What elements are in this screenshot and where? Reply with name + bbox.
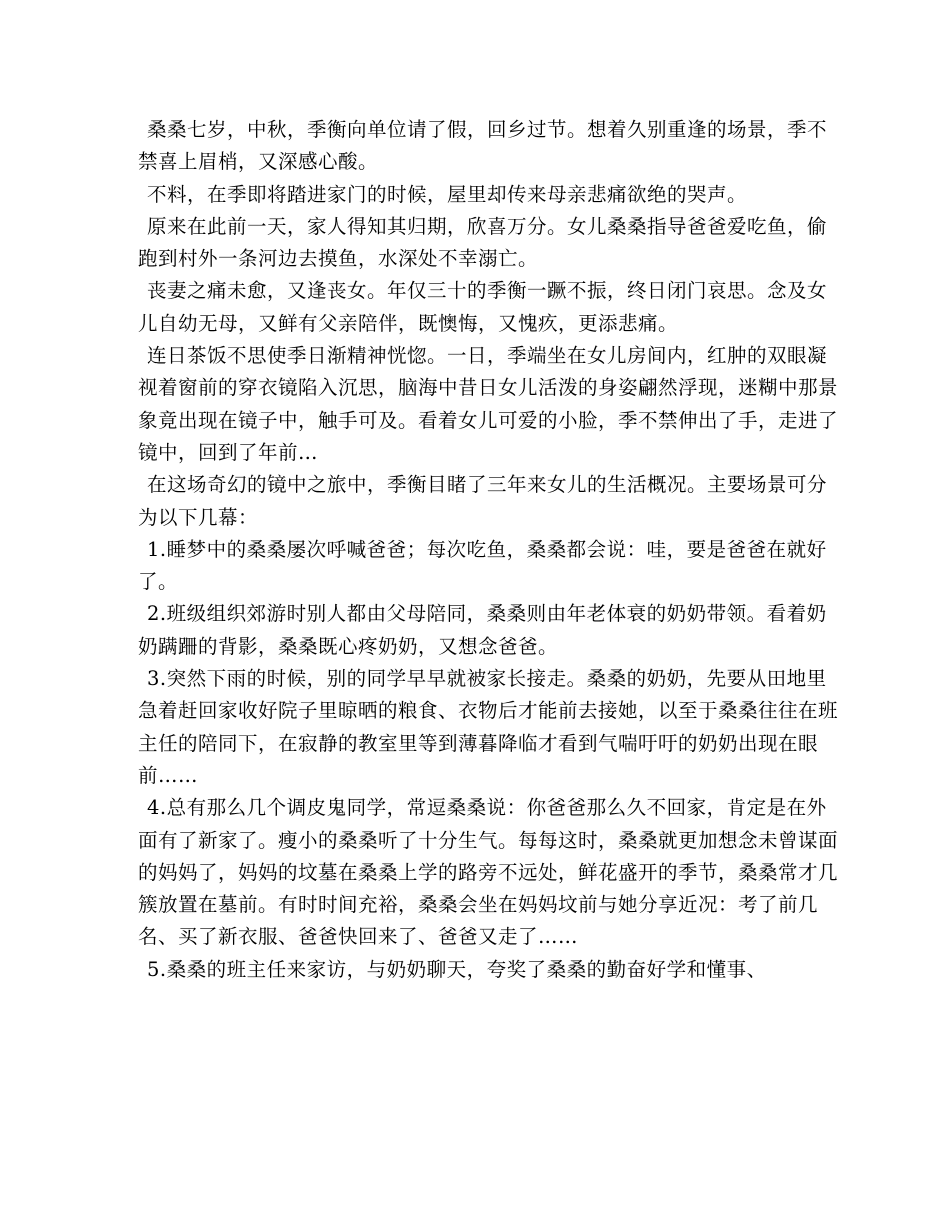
paragraph-mirror: 连日茶饭不思使季日渐精神恍惚。一日，季端坐在女儿房间内，红肿的双眼凝视着窗前的穿衣镜陷入沉思，脑海中昔日女儿活泼的身姿翩然浮现，迷糊中那景象竟出现在镜子中，触手可及。看着女儿可爱的小脸，季不禁伸出了手，走进了镜中，回到了年前… bbox=[138, 344, 839, 464]
paragraph-grief: 丧妻之痛未愈，又逢丧女。年仅三十的季衡一蹶不振，终日闭门哀思。念及女儿自幼无母，又鲜有父亲陪伴，既懊悔，又愧疚，更添悲痛。 bbox=[138, 279, 828, 335]
paragraph-journey: 在这场奇幻的镜中之旅中，季衡目睹了三年来女儿的生活概况。主要场景可分为以下几幕： bbox=[138, 473, 828, 529]
list-item-1: 1.睡梦中的桑桑屡次呼喊爸爸；每次吃鱼，桑桑都会说：哇，要是爸爸在就好了。 bbox=[138, 537, 827, 594]
list-item-2: 2.班级组织郊游时别人都由父母陪同，桑桑则由年老体衰的奶奶带领。看着奶奶蹒跚的背影，桑桑既心疼奶奶，又想念爸爸。 bbox=[138, 602, 827, 658]
list-item-3: 3.突然下雨的时候，别的同学早早就被家长接走。桑桑的奶奶，先要从田地里急着赶回家收好院子里晾晒的粮食、衣物后才能前去接她，以至于桑桑往往在班主任的陪同下，在寂静的教室里等到薄暮降临才看到气喘吁吁的奶奶出现在眼前…… bbox=[138, 667, 839, 787]
document-body bbox=[138, 114, 838, 986]
paragraph-return-home: 桑桑七岁，中秋，季衡向单位请了假，回乡过节。想着久别重逢的场景，季不禁喜上眉梢，又深感心酸。 bbox=[138, 118, 828, 174]
list-item-5: 5.桑桑的班主任来家访，与奶奶聊天，夸奖了桑桑的勤奋好学和懂事、 bbox=[147, 957, 767, 981]
paragraph-drowning: 原来在此前一天，家人得知其归期，欣喜万分。女儿桑桑指导爸爸爱吃鱼，偷跑到村外一条河边去摸鱼，水深处不幸溺亡。 bbox=[138, 214, 828, 271]
paragraph-crying: 不料，在季即将踏进家门的时候，屋里却传来母亲悲痛欲绝的哭声。 bbox=[147, 182, 748, 206]
list-item-4: 4.总有那么几个调皮鬼同学，常逗桑桑说：你爸爸那么久不回家，肯定是在外面有了新家了。瘦小的桑桑听了十分生气。每每这时，桑桑就更加想念未曾谋面的妈妈了，妈妈的坟墓在桑桑上学的路旁不远处，鲜花盛开的季节，桑桑常才几簇放置在墓前。有时时间充裕，桑桑会坐在妈妈坟前与她分享近况：考了前几名、买了新衣服、爸爸快回来了、爸爸又走了…… bbox=[138, 796, 839, 949]
